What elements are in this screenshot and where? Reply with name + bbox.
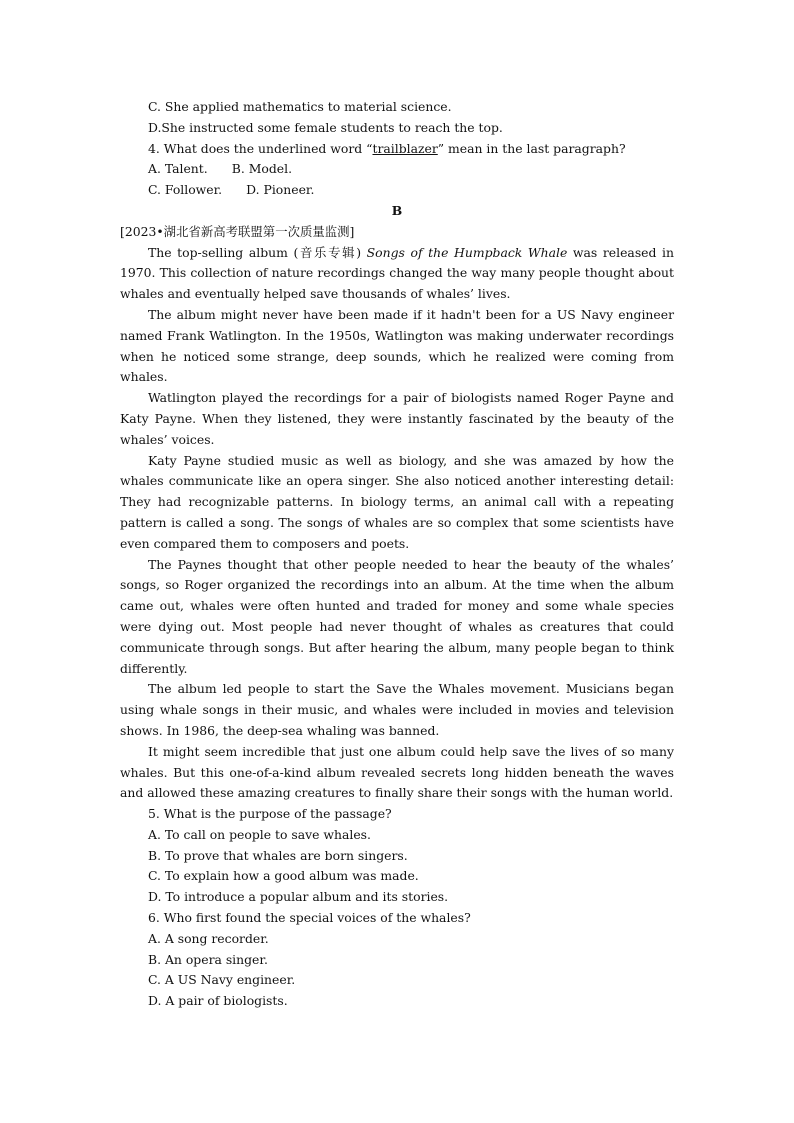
question-6	[120, 908, 674, 1012]
question-option: D. A pair of biologists.	[148, 993, 288, 1009]
passage-paragraph-3: Watlington played the recordings for a pair of biologists named Roger Payne and Katy Payne. When they listened, they were instantly fascinated by the beauty of the whales’ voices.	[120, 390, 674, 447]
album-title: Songs of the Humpback Whale	[366, 244, 568, 260]
q4-options-row-1	[120, 159, 674, 180]
question-5	[120, 804, 674, 908]
section-source: [2023•湖北省新高考联盟第一次质量监测]	[120, 223, 355, 239]
document-content	[120, 97, 674, 1012]
question-option: B. To prove that whales are born singers.	[148, 847, 408, 863]
passage-paragraph-6: The album led people to start the Save the Whales movement. Musicians began using whale songs in their music, and whales were included in movies and television shows. In 1986, the deep-sea whaling was banned.	[120, 681, 674, 738]
question-option: A. A song recorder.	[148, 930, 269, 946]
question-option: B. An opera singer.	[148, 951, 268, 967]
q4-stem	[120, 139, 674, 160]
passage-paragraph-7: It might seem incredible that just one album could help save the lives of so many whales. But this one-of-a-kind album revealed secrets long hidden beneath the waves and allowed these amazing creatures to finally share their songs with the human world.	[120, 743, 674, 801]
q3-option-d: D.She instructed some female students to reach the top.	[148, 119, 503, 135]
section-letter: B	[391, 202, 403, 218]
p1-after: was released in 1970. This collection of nature recordings changed the way many people thought about whales and eventually helped save thousands of whales’ lives.	[120, 244, 674, 302]
q3-option-c: C. She applied mathematics to material science.	[148, 99, 452, 114]
passage-paragraph-2: The album might never have been made if it hadn't been for a US Navy engineer named Frank Watlington. In the 1950s, Watlington was making underwater recordings when he noticed some strange, deep sounds, which he realized were coming from whales.	[120, 306, 674, 385]
q4-stem-prefix: 4. What does the underlined word “	[148, 140, 373, 156]
question-option: A. To call on people to save whales.	[148, 826, 371, 842]
passage-paragraph-5: The Paynes thought that other people needed to hear the beauty of the whales’ songs, so Roger organized the recordings into an album. At the time when the album came out, whales were often hunted and traded for money and some whale species were dying out. Most people had never thought of whales as creatures that could communicate through songs. But after hearing the album, many people began to think differently.	[120, 556, 674, 676]
q4-options-row-2	[120, 180, 674, 201]
q4-stem-suffix: ” mean in the last paragraph?	[437, 140, 626, 156]
passage	[120, 243, 674, 805]
q4-option-a: A. Talent.	[148, 161, 208, 177]
question-stem: 6. Who first found the special voices of the whales?	[148, 910, 471, 926]
question-option: C. To explain how a good album was made.	[148, 868, 419, 884]
question-stem: 5. What is the purpose of the passage?	[148, 806, 392, 822]
passage-paragraph-4: Katy Payne studied music as well as biology, and she was amazed by how the whales communicate like an opera singer. She also noticed another interesting detail: They had recognizable patterns. In biology terms, an animal call with a repeating pattern is called a song. The songs of whales are so complex that some scientists have even compared them to composers and poets.	[120, 452, 674, 551]
q4-option-c: C. Follower.	[148, 182, 223, 198]
underlined-word: trailblazer	[372, 140, 438, 156]
question-option: C. A US Navy engineer.	[148, 972, 296, 988]
passage-paragraph-1	[120, 243, 674, 305]
question-option: D. To introduce a popular album and its stories.	[148, 889, 449, 905]
q4-option-b: B. Model.	[231, 161, 293, 177]
p1-before: The top-selling album (音乐专辑)	[148, 244, 367, 260]
q4-option-d: D. Pioneer.	[246, 182, 315, 198]
